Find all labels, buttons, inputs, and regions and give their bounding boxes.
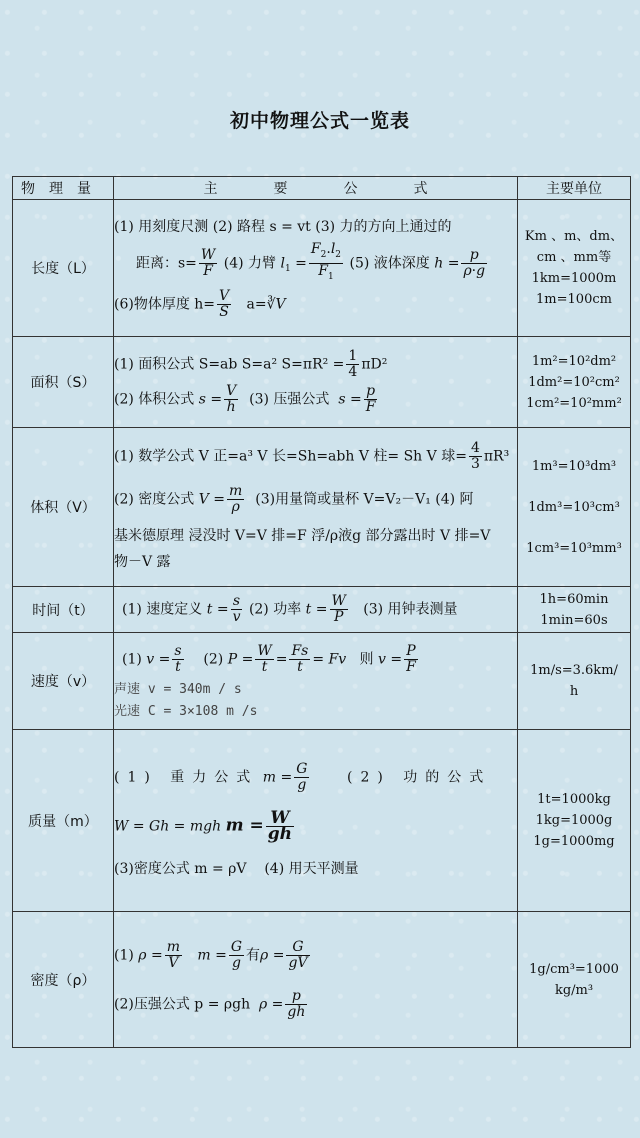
formula-cell: (1) 用刻度尺测 (2) 路程 s = vt (3) 力的方向上通过的 距离：s= $\frac{W}{F}$ (4) 力臂 $l_1$ = $\frac{F_2.l_2}{F_1}$ (5) 液体深度 h = $\frac{p}{\rho\cdot g}$ (6)物体厚度 h= $\frac{V}{S}$ a=∛V [114,200,518,337]
quantity-cell: 面积（S） [13,337,114,428]
formula-table [12,176,631,1048]
table-row-speed [13,633,631,730]
table-row-area [13,337,631,428]
header-quantity: 物理量 [13,177,114,200]
formula-cell: (1) 面积公式 S=ab S=a² S=πR² = $\frac{1}{4}$ πD² (2) 体积公式 s = $\frac{V}{h}$ (3) 压强公式 s = $\frac{p}{F}$ [114,337,518,428]
header-unit: 主要单位 [518,177,631,200]
quantity-cell: 速度（v） [13,633,114,730]
formula-cell: (1) ρ = $\frac{m}{V}$ m = $\frac{G}{g}$ 有ρ = $\frac{G}{gV}$ (2)压强公式 p = ρgh ρ = $\frac{p}{gh}$ [114,912,518,1048]
quantity-cell: 体积（V） [13,428,114,587]
quantity-cell: 长度（L） [13,200,114,337]
quantity-cell: 质量（m） [13,730,114,912]
table-row-volume [13,428,631,587]
unit-cell: 1t=1000kg 1kg=1000g 1g=1000mg [518,730,631,912]
page-title: 初中物理公式一览表 [229,110,410,132]
header-formula: 主 要 公 式 [114,177,518,200]
unit-cell: Km 、m、dm、 cm 、mm等 1km=1000m 1m=100cm [518,200,631,337]
formula-cell: (1) 重力公式 m = $\frac{G}{g}$ (2) 功的公式 W = Gh = mgh m = $\frac{W}{gh}$ (3)密度公式 m = ρV (4) 用天平测量 [114,730,518,912]
unit-cell: 1m/s=3.6km/ h [518,633,631,730]
formula-cell: (1) 速度定义 t = $\frac{s}{v}$ (2) 功率 t = $\frac{W}{P}$ (3) 用钟表测量 [114,587,518,633]
table-row-mass [13,730,631,912]
table-row-length [13,200,631,337]
formula-cell: (1) 数学公式 V 正=a³ V 长=Sh=abh V 柱= Sh V 球= $\frac{4}{3}$ πR³ (2) 密度公式 V = $\frac{m}{\rho}$ (3)用量筒或量杯 V=V₂－V₁ (4) 阿 基米德原理 浸没时 V=V 排=F 浮/ρ液g 部分露出时 V 排=V 物－V 露 [114,428,518,587]
unit-cell: 1m³=10³dm³ 1dm³=10³cm³ 1cm³=10³mm³ [518,428,631,587]
unit-cell: 1g/cm³=1000 kg/m³ [518,912,631,1048]
quantity-cell: 密度（ρ） [13,912,114,1048]
table-row-density [13,912,631,1048]
table-row-time [13,587,631,633]
table-header-row [13,177,631,200]
formula-cell: (1) v = $\frac{s}{t}$ (2) P = $\frac{W}{t}$ = $\frac{Fs}{t}$ = Fv 则 v = $\frac{P}{F}$ 声速 v = 340m / s 光速 C = 3×108 m /s [114,633,518,730]
unit-cell: 1m²=10²dm² 1dm²=10²cm² 1cm²=10²mm² [518,337,631,428]
quantity-cell: 时间（t） [13,587,114,633]
unit-cell: 1h=60min 1min=60s [518,587,631,633]
